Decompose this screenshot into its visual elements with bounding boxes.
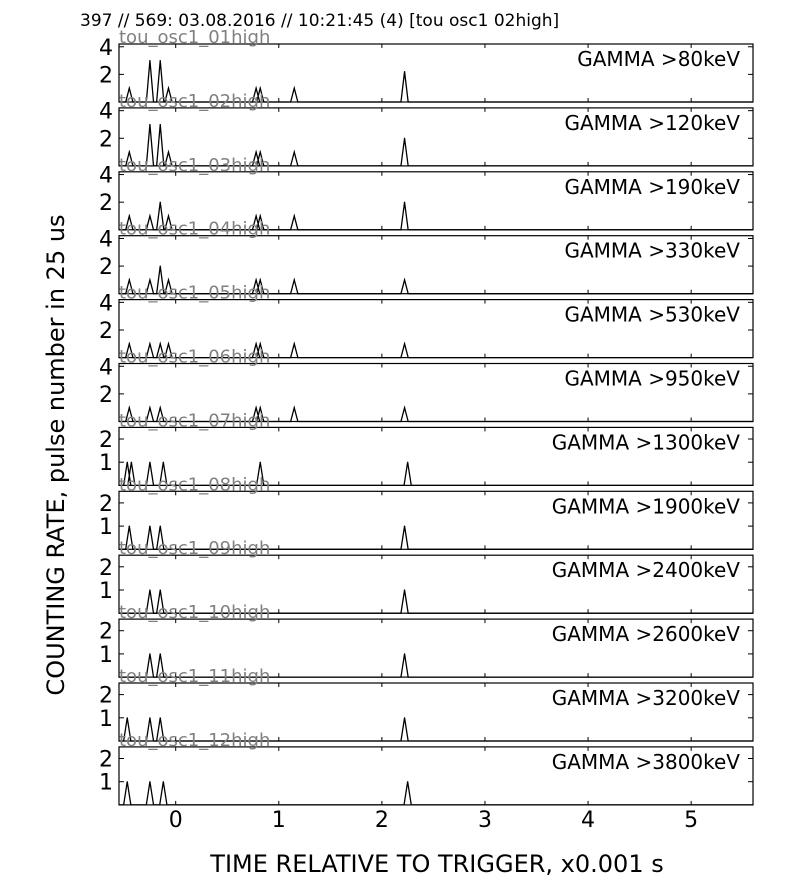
peak-point [404,71,405,72]
peak-point [149,215,150,216]
band-label: GAMMA >2400keV [551,558,740,583]
band-label: GAMMA >950keV [564,366,740,391]
x-tick-label: 1 [271,808,286,833]
y-tick-label: 4 [99,355,113,381]
y-tick-label: 2 [99,63,113,89]
peak-point [407,462,408,463]
peak-point [260,407,261,408]
y-tick-label: 2 [99,747,113,773]
y-tick-label: 1 [99,579,113,604]
figure-header: 397 // 569: 03.08.2016 // 10:21:45 (4) [tou osc1 02high] [80,11,560,31]
y-tick-label: 2 [99,428,113,453]
peak-point [149,279,150,280]
peak-point [160,343,161,344]
band-label: GAMMA >120keV [564,110,740,135]
peak-point [260,151,261,152]
peak-point [294,215,295,216]
channel-label: tou_osc1_09high [119,538,271,560]
peak-point [160,526,161,527]
peak-point [168,279,169,280]
peak-point [256,407,257,408]
y-tick-label: 4 [99,163,113,189]
peak-point [129,215,130,216]
peak-point [404,279,405,280]
peak-point [294,343,295,344]
y-tick-label: 4 [99,35,113,61]
peak-point [294,151,295,152]
peak-point [160,265,161,266]
band-label: GAMMA >190keV [564,174,740,199]
y-tick-label: 4 [99,99,113,125]
peak-point [129,343,130,344]
y-tick-label: 2 [99,191,113,217]
peak-point [404,407,405,408]
channel-label: tou_osc1_07high [119,410,271,432]
peak-point [149,781,150,782]
peak-point [168,151,169,152]
peak-point [260,343,261,344]
band-label: GAMMA >1300keV [551,430,740,455]
y-tick-label: 1 [99,642,113,668]
channel-label: tou_osc1_06high [119,346,271,368]
y-tick-label: 2 [99,555,113,581]
peak-point [260,215,261,216]
peak-point [404,138,405,139]
peak-point [294,88,295,89]
peak-point [168,343,169,344]
peak-point [160,202,161,203]
peak-point [129,279,130,280]
peak-point [127,717,128,718]
channel-label: tou_osc1_03high [119,154,271,176]
y-tick-label: 1 [99,515,113,541]
peak-point [256,215,257,216]
y-tick-label: 1 [99,706,113,732]
channel-label: tou_osc1_05high [119,282,271,304]
peak-point [127,462,128,463]
x-tick-label: 3 [477,808,492,833]
peak-point [129,88,130,89]
peak-point [131,462,132,463]
peak-point [129,526,130,527]
peak-point [294,279,295,280]
band-label: GAMMA >530keV [564,302,740,327]
x-tick-label: 5 [684,808,699,833]
series-line [119,782,753,805]
channel-label: tou_osc1_11high [119,666,271,687]
y-axis-label: COUNTING RATE, pulse number in 25 us [42,214,70,696]
peak-point [160,717,161,718]
band-label: GAMMA >2600keV [551,622,740,647]
peak-point [404,589,405,590]
peak-point [129,407,130,408]
peak-point [149,462,150,463]
peak-point [149,589,150,590]
y-tick-label: 1 [99,770,113,796]
y-tick-label: 4 [99,291,113,317]
peak-point [160,589,161,590]
peak-point [294,407,295,408]
channel-label: tou_osc1_10high [119,602,271,624]
peak-point [163,781,164,782]
y-tick-label: 2 [99,318,113,344]
x-tick-label: 0 [168,808,183,833]
channel-label: tou_osc1_02high [119,90,271,112]
x-axis-label: TIME RELATIVE TO TRIGGER, x0.001 s [210,850,664,878]
peak-point [149,343,150,344]
channel-label: tou_osc1_04high [119,218,271,240]
peak-point [260,88,261,89]
peak-point [404,717,405,718]
peak-point [127,781,128,782]
peak-point [149,526,150,527]
peak-point [149,124,150,125]
peak-point [160,60,161,61]
x-tick-label: 4 [581,808,596,833]
peak-point [149,717,150,718]
band-label: GAMMA >3800keV [551,749,740,774]
peak-point [160,124,161,125]
peak-point [149,407,150,408]
y-tick-label: 2 [99,382,113,408]
peak-point [160,653,161,654]
peak-point [404,526,405,527]
peak-point [168,88,169,89]
peak-point [149,60,150,61]
band-label: GAMMA >80keV [577,47,740,71]
channel-label: tou_osc1_08high [119,474,271,496]
y-tick-label: 2 [99,683,113,709]
y-tick-label: 2 [99,127,113,153]
peak-point [260,279,261,280]
y-tick-label: 4 [99,227,113,253]
y-tick-label: 2 [99,619,113,645]
peak-point [256,279,257,280]
panel-stack [99,27,753,805]
peak-point [256,88,257,89]
channel-label: tou_osc1_01high [119,27,271,48]
peak-point [260,462,261,463]
peak-point [256,151,257,152]
peak-point [168,215,169,216]
x-tick-label: 2 [374,808,389,833]
channel-label: tou_osc1_12high [119,729,271,751]
y-tick-label: 1 [99,451,113,477]
peak-point [256,343,257,344]
peak-point [160,407,161,408]
band-label: GAMMA >330keV [564,238,740,263]
peak-point [404,202,405,203]
peak-point [407,781,408,782]
y-tick-label: 2 [99,255,113,281]
peak-point [404,343,405,344]
peak-point [129,151,130,152]
y-tick-label: 2 [99,491,113,517]
peak-point [163,462,164,463]
band-label: GAMMA >3200keV [551,686,740,710]
band-label: GAMMA >1900keV [551,494,740,519]
peak-point [404,653,405,654]
peak-point [149,653,150,654]
x-axis-ticks [169,808,698,833]
